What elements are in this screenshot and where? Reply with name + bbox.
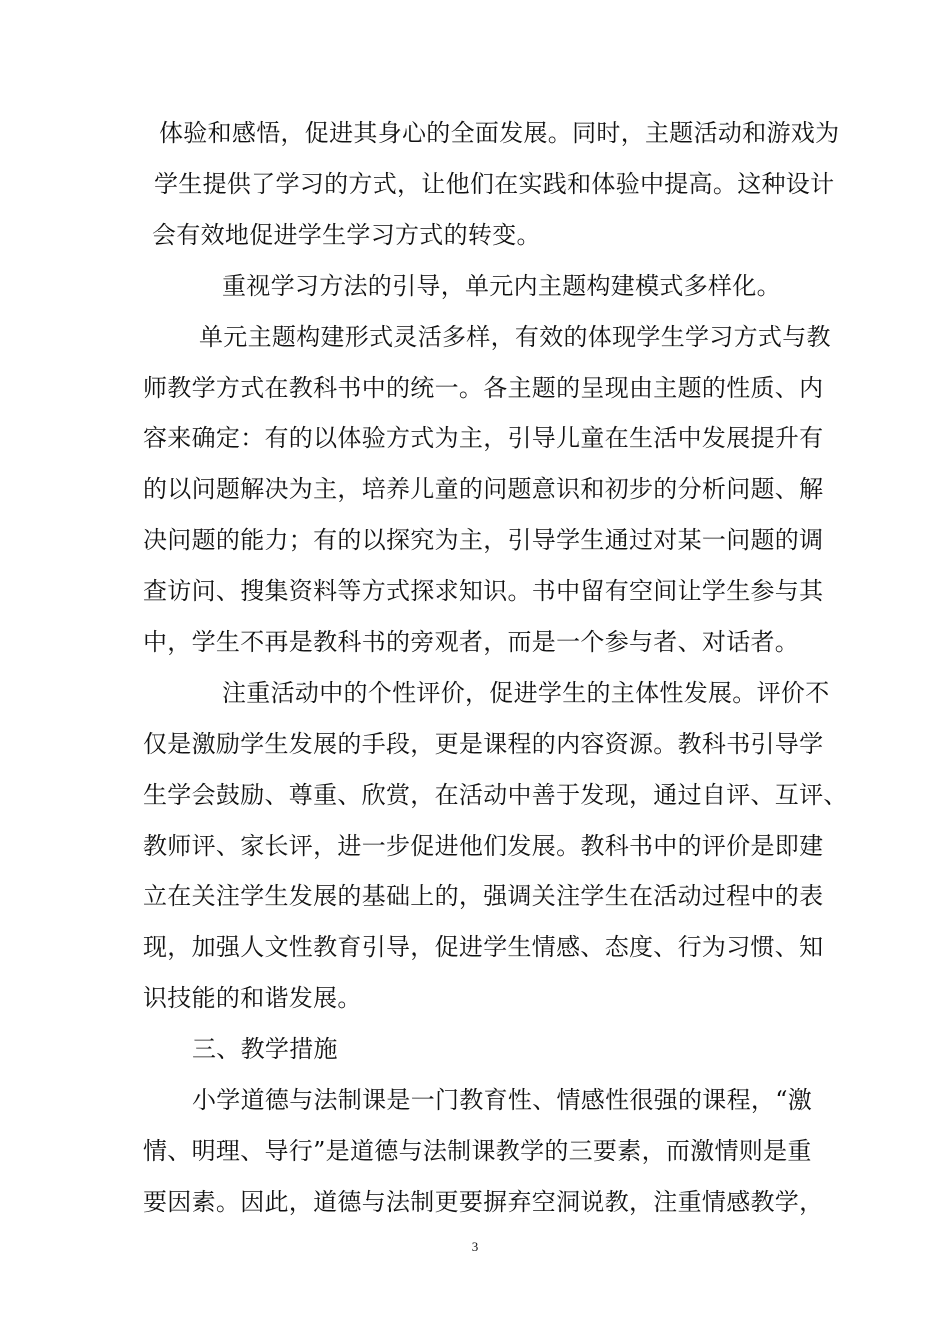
- text-line: 单元主题构建形式灵活多样，有效的体现学生学习方式与教: [199, 323, 831, 351]
- text-line: 立在关注学生发展的基础上的，强调关注学生在活动过程中的表: [143, 882, 824, 910]
- text-line: 情、明理、导行”是道德与法制课教学的三要素，而激情则是重: [143, 1137, 812, 1165]
- text-line: 会有效地促进学生学习方式的转变。: [152, 221, 541, 249]
- text-line: 注重活动中的个性评价，促进学生的主体性发展。评价不: [222, 679, 830, 707]
- text-line: 决问题的能力；有的以探究为主，引导学生通过对某一问题的调: [143, 526, 824, 554]
- text-line: 学生提供了学习的方式，让他们在实践和体验中提高。这种设计: [154, 170, 835, 198]
- text-line: 仅是激励学生发展的手段，更是课程的内容资源。教科书引导学: [143, 730, 824, 758]
- text-line: 生学会鼓励、尊重、欣赏，在活动中善于发现，通过自评、互评、: [143, 781, 848, 809]
- text-line: 容来确定：有的以体验方式为主，引导儿童在生活中发展提升有: [143, 424, 824, 452]
- text-line: 小学道德与法制课是一门教育性、情感性很强的课程，“激: [192, 1086, 813, 1114]
- page-number: 3: [471, 1239, 479, 1254]
- text-line: 中，学生不再是教科书的旁观者，而是一个参与者、对话者。: [143, 628, 800, 656]
- text-line: 的以问题解决为主，培养儿童的问题意识和初步的分析问题、解: [143, 475, 824, 503]
- section-heading: 三、教学措施: [192, 1035, 338, 1063]
- text-line: 现，加强人文性教育引导，促进学生情感、态度、行为习惯、知: [143, 933, 824, 961]
- text-line: 重视学习方法的引导，单元内主题构建模式多样化。: [222, 272, 781, 300]
- text-line: 要因素。因此，道德与法制更要摒弃空洞说教，注重情感教学，: [143, 1188, 824, 1216]
- text-line: 体验和感悟，促进其身心的全面发展。同时，主题活动和游戏为: [159, 119, 840, 147]
- text-line: 师教学方式在教科书中的统一。各主题的呈现由主题的性质、内: [143, 374, 824, 402]
- text-line: 教师评、家长评，进一步促进他们发展。教科书中的评价是即建: [143, 832, 824, 860]
- text-line: 识技能的和谐发展。: [143, 984, 362, 1012]
- text-line: 查访问、搜集资料等方式探求知识。书中留有空间让学生参与其: [143, 577, 824, 605]
